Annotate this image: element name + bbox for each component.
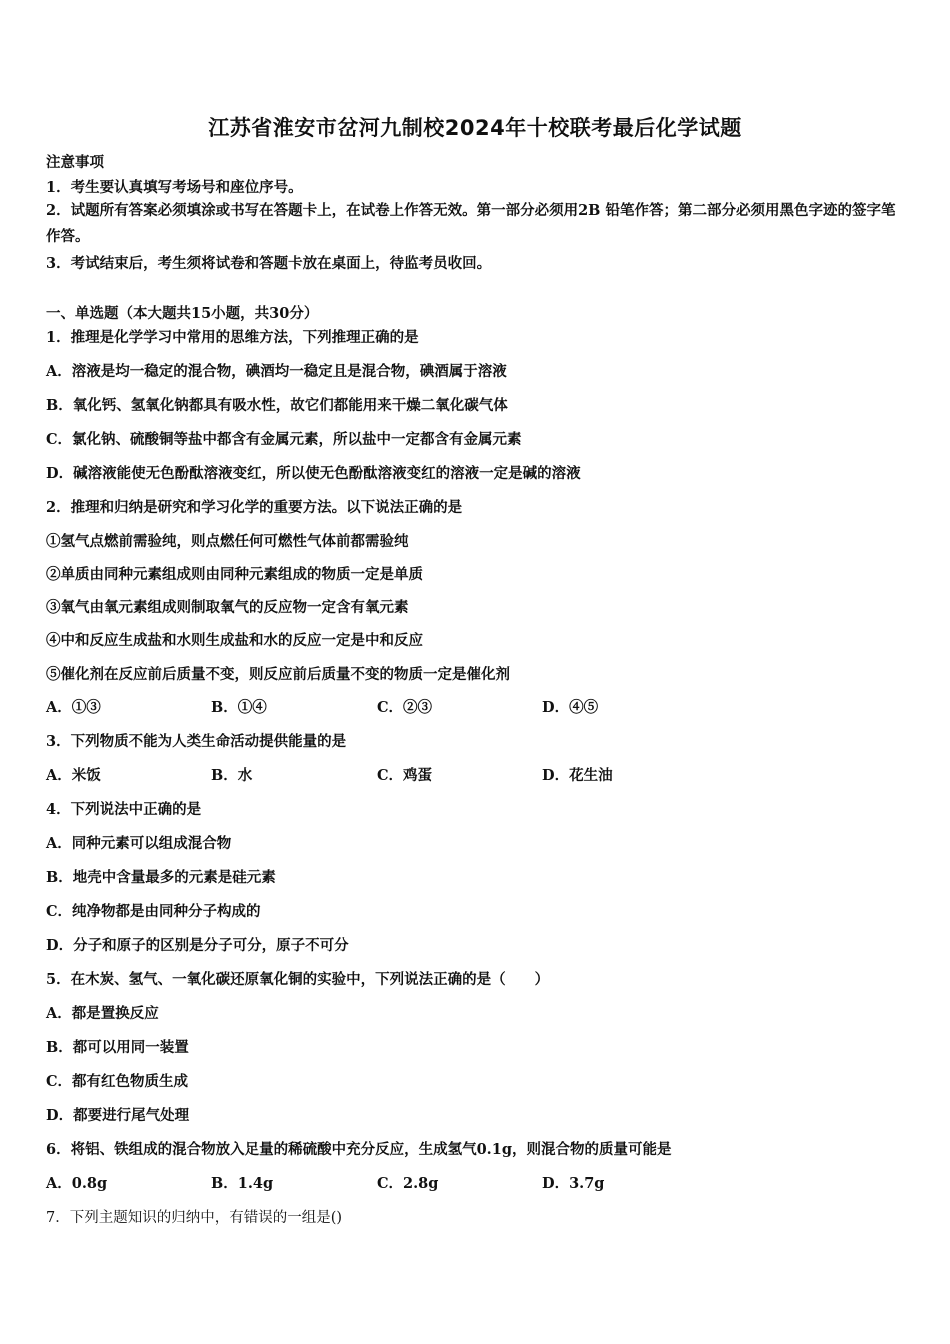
q6-stem: 6．将铝、铁组成的混合物放入足量的稀硫酸中充分反应，生成氢气0.1g，则混合物的质量可能是 [46, 1141, 672, 1158]
q3-stem: 3．下列物质不能为人类生命活动提供能量的是 [46, 733, 347, 750]
notice-heading: 注意事项 [46, 154, 104, 171]
q4-option-a: A．同种元素可以组成混合物 [46, 835, 232, 852]
q2-option-c: C．②③ [377, 699, 433, 716]
q5-option-b: B．都可以用同一装置 [46, 1039, 189, 1056]
q2-statement-2: ②单质由同种元素组成则由同种元素组成的物质一定是单质 [46, 566, 423, 583]
q6-option-b: B．1.4g [211, 1175, 274, 1192]
q4-option-c: C．纯净物都是由同种分子构成的 [46, 903, 261, 920]
q4-option-b: B．地壳中含量最多的元素是硅元素 [46, 869, 276, 886]
q3-option-c: C．鸡蛋 [377, 767, 433, 784]
notice-item-3: 3．考试结束后，考生须将试卷和答题卡放在桌面上，待监考员收回。 [46, 255, 492, 272]
q2-statement-4: ④中和反应生成盐和水则生成盐和水的反应一定是中和反应 [46, 632, 423, 649]
q5-option-c: C．都有红色物质生成 [46, 1073, 189, 1090]
q1-option-d: D．碱溶液能使无色酚酞溶液变红，所以使无色酚酞溶液变红的溶液一定是碱的溶液 [46, 465, 581, 482]
q2-statement-3: ③氧气由氧元素组成则制取氧气的反应物一定含有氧元素 [46, 599, 409, 616]
q2-statement-5: ⑤催化剂在反应前后质量不变，则反应前后质量不变的物质一定是催化剂 [46, 666, 510, 683]
notice-item-2: 2．试题所有答案必须填涂或书写在答题卡上，在试卷上作答无效。第一部分必须用2B 铅笔作答；第二部分必须用黑色字迹的签字笔作答。 [46, 202, 896, 245]
notice-item-1: 1．考生要认真填写考场号和座位序号。 [46, 179, 303, 196]
q2-stem: 2．推理和归纳是研究和学习化学的重要方法。以下说法正确的是 [46, 499, 463, 516]
page-title: 江苏省淮安市岔河九制校2024年十校联考最后化学试题 [208, 116, 742, 140]
q2-option-d: D．④⑤ [542, 699, 599, 716]
q6-option-c: C．2.8g [377, 1175, 439, 1192]
q6-option-a: A．0.8g [46, 1175, 108, 1192]
q1-option-a: A．溶液是均一稳定的混合物，碘酒均一稳定且是混合物，碘酒属于溶液 [46, 363, 507, 380]
q2-option-b: B．①④ [211, 699, 267, 716]
q5-option-a: A．都是置换反应 [46, 1005, 159, 1022]
q3-option-b: B．水 [211, 767, 253, 784]
q7-stem: 7．下列主题知识的归纳中，有错误的一组是() [46, 1210, 343, 1226]
q5-stem: 5．在木炭、氢气、一氧化碳还原氧化铜的实验中，下列说法正确的是（ ） [46, 971, 550, 988]
q5-option-d: D．都要进行尾气处理 [46, 1107, 190, 1124]
q2-statement-1: ①氢气点燃前需验纯，则点燃任何可燃性气体前都需验纯 [46, 533, 409, 550]
q1-option-c: C．氯化钠、硫酸铜等盐中都含有金属元素，所以盐中一定都含有金属元素 [46, 431, 522, 448]
q4-option-d: D．分子和原子的区别是分子可分，原子不可分 [46, 937, 349, 954]
q1-option-b: B．氧化钙、氢氧化钠都具有吸水性，故它们都能用来干燥二氧化碳气体 [46, 397, 508, 414]
q6-option-d: D．3.7g [542, 1175, 605, 1192]
q3-option-a: A．米饭 [46, 767, 101, 784]
q4-stem: 4．下列说法中正确的是 [46, 801, 202, 818]
section-heading: 一、单选题（本大题共15小题，共30分） [46, 305, 319, 322]
q3-option-d: D．花生油 [542, 767, 613, 784]
q1-stem: 1．推理是化学学习中常用的思维方法，下列推理正确的是 [46, 329, 419, 346]
q2-option-a: A．①③ [46, 699, 101, 716]
